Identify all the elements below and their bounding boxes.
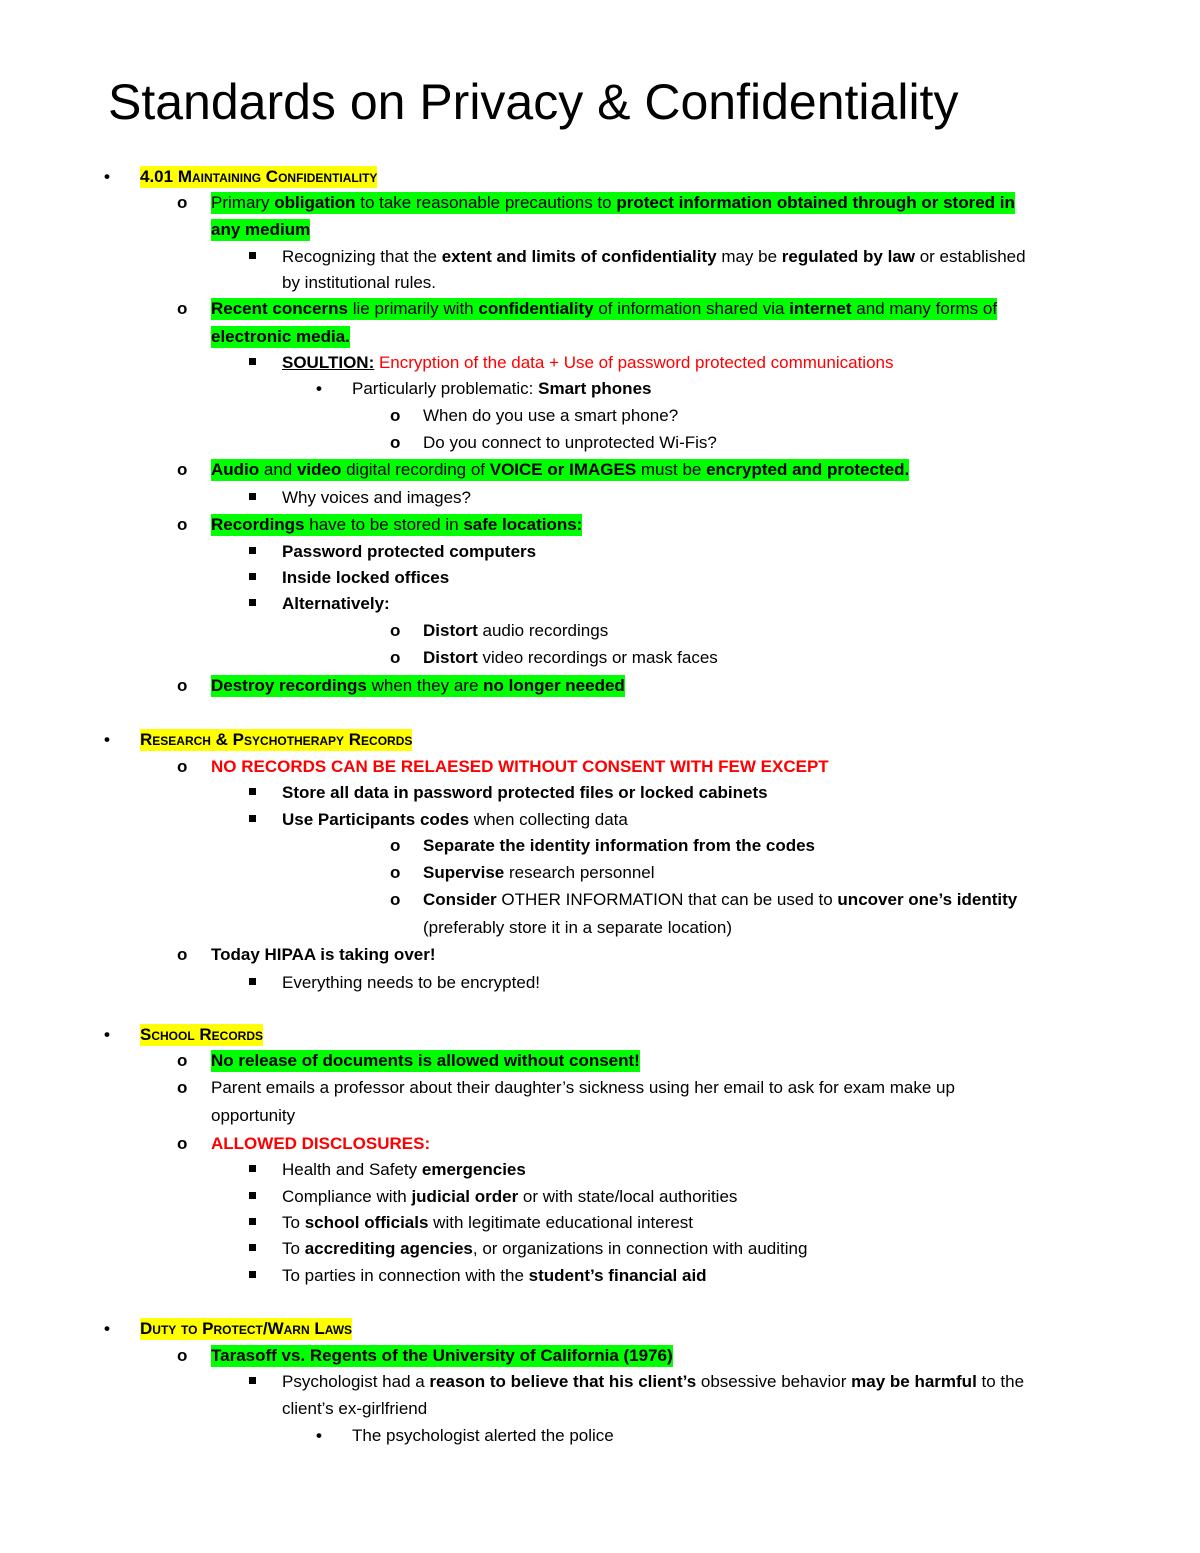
list-item: Psychologist had a reason to believe that his client’s obsessive behavior may be harmful to the [282, 1372, 1025, 1391]
square-marker [249, 788, 256, 795]
bullet-marker: • [104, 167, 110, 186]
circle-marker: o [177, 945, 188, 964]
square-marker [249, 1244, 256, 1251]
bullet-marker: • [316, 379, 322, 398]
bullet-marker: • [104, 1319, 110, 1338]
circle-marker: o [390, 433, 401, 452]
list-item-continuation: any medium [211, 220, 311, 239]
list-item: Today HIPAA is taking over! [211, 945, 436, 964]
list-item: Distort video recordings or mask faces [423, 648, 718, 667]
bullet-marker: • [104, 1025, 110, 1044]
square-marker [249, 1377, 256, 1384]
list-item: Health and Safety emergencies [282, 1160, 526, 1179]
circle-marker: o [177, 1346, 188, 1365]
list-item-continuation: by institutional rules. [282, 273, 437, 292]
list-item: Password protected computers [282, 542, 537, 561]
list-item: Distort audio recordings [423, 621, 609, 640]
list-item-continuation: (preferably store it in a separate location) [423, 918, 732, 937]
square-marker [249, 599, 256, 606]
square-marker [249, 493, 256, 500]
list-item: Separate the identity information from the codes [423, 836, 816, 855]
list-item-continuation: opportunity [211, 1106, 296, 1125]
section-heading-duty-to-protect: Duty to Protect/Warn Laws [140, 1319, 353, 1338]
list-item: ALLOWED DISCLOSURES: [211, 1134, 431, 1153]
list-item: Tarasoff vs. Regents of the University of California (1976) [211, 1346, 673, 1365]
square-marker [249, 1165, 256, 1172]
list-item: SOULTION: Encryption of the data + Use of password protected communications [282, 353, 894, 372]
section-heading-research-records: Research & Psychotherapy Records [140, 730, 413, 749]
bullet-marker: • [316, 1426, 322, 1445]
list-item: To parties in connection with the student’s financial aid [282, 1266, 707, 1285]
list-item: Destroy recordings when they are no longer needed [211, 676, 625, 695]
circle-marker: o [177, 299, 188, 318]
circle-marker: o [390, 890, 401, 909]
list-item: NO RECORDS CAN BE RELAESED WITHOUT CONSENT WITH FEW EXCEPT [211, 757, 829, 776]
list-item: The psychologist alerted the police [352, 1426, 614, 1445]
square-marker [249, 978, 256, 985]
list-item: Parent emails a professor about their daughter’s sickness using her email to ask for exam make up [211, 1078, 955, 1097]
list-item: No release of documents is allowed without consent! [211, 1051, 640, 1070]
square-marker [249, 358, 256, 365]
circle-marker: o [177, 515, 188, 534]
square-marker [249, 573, 256, 580]
list-item: Consider OTHER INFORMATION that can be used to uncover one’s identity [423, 890, 1018, 909]
list-item: Recent concerns lie primarily with confidentiality of information shared via internet and many forms of [211, 299, 998, 318]
circle-marker: o [177, 1051, 188, 1070]
list-item: Compliance with judicial order or with state/local authorities [282, 1187, 738, 1206]
list-item: Store all data in password protected files or locked cabinets [282, 783, 768, 802]
circle-marker: o [177, 676, 188, 695]
list-item: Why voices and images? [282, 488, 471, 507]
circle-marker: o [390, 836, 401, 855]
square-marker [249, 1218, 256, 1225]
circle-marker: o [390, 863, 401, 882]
circle-marker: o [177, 460, 188, 479]
circle-marker: o [177, 1078, 188, 1097]
circle-marker: o [390, 648, 401, 667]
square-marker [249, 547, 256, 554]
section-heading-school-records: School Records [140, 1025, 264, 1044]
circle-marker: o [177, 757, 188, 776]
list-item: Audio and video digital recording of VOICE or IMAGES must be encrypted and protected. [211, 460, 910, 479]
list-item-continuation: client’s ex-girlfriend [282, 1399, 428, 1418]
list-item: Primary obligation to take reasonable precautions to protect information obtained through or stored in [211, 193, 1015, 212]
square-marker [249, 1271, 256, 1278]
circle-marker: o [390, 406, 401, 425]
list-item: Use Participants codes when collecting data [282, 810, 628, 829]
list-item: Alternatively: [282, 594, 390, 613]
list-item: Particularly problematic: Smart phones [352, 379, 652, 398]
circle-marker: o [177, 1134, 188, 1153]
list-item-continuation: electronic media. [211, 327, 350, 346]
section-heading-maintaining-confidentiality: 4.01 Maintaining Confidentiality [140, 167, 378, 186]
bullet-marker: • [104, 730, 110, 749]
list-item: To school officials with legitimate educational interest [282, 1213, 694, 1232]
list-item: Recordings have to be stored in safe locations: [211, 515, 583, 534]
square-marker [249, 815, 256, 822]
list-item: Everything needs to be encrypted! [282, 973, 540, 992]
list-item: Do you connect to unprotected Wi-Fis? [423, 433, 717, 452]
circle-marker: o [177, 193, 188, 212]
list-item: To accrediting agencies, or organizations in connection with auditing [282, 1239, 808, 1258]
circle-marker: o [390, 621, 401, 640]
list-item: Supervise research personnel [423, 863, 655, 882]
square-marker [249, 252, 256, 259]
list-item: Inside locked offices [282, 568, 450, 587]
list-item: Recognizing that the extent and limits of confidentiality may be regulated by law or established [282, 247, 1026, 266]
square-marker [249, 1192, 256, 1199]
list-item: When do you use a smart phone? [423, 406, 679, 425]
page-title: Standards on Privacy & Confidentiality [108, 74, 959, 130]
